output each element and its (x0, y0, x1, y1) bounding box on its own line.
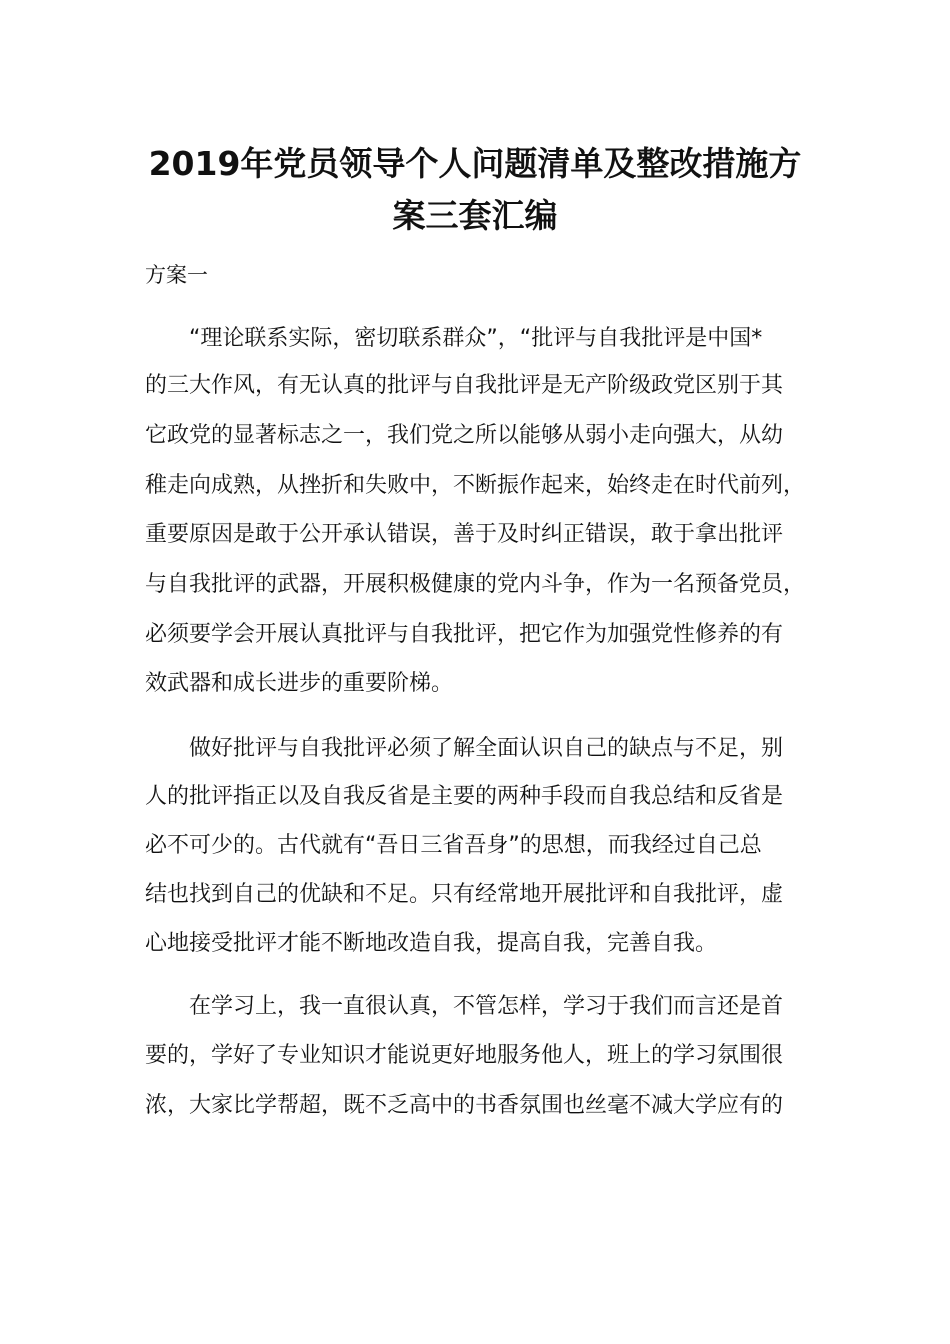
title-line: 案三套汇编 (392, 196, 558, 235)
paragraph-line: 与自我批评的武器，开展积极健康的党内斗争，作为一名预备党员， (145, 572, 806, 597)
paragraph-line: 结也找到自己的优缺和不足。只有经常地开展批评和自我批评，虚 (145, 882, 784, 907)
paragraph-line: 效武器和成长进步的重要阶梯。 (145, 671, 454, 696)
paragraph-line: 稚走向成熟，从挫折和失败中，不断振作起来，始终走在时代前列， (145, 473, 806, 498)
paragraph-line: 人的批评指正以及自我反省是主要的两种手段而自我总结和反省是 (145, 784, 784, 809)
paragraph-line: 必不可少的。古代就有“吾日三省吾身”的思想，而我经过自己总 (145, 833, 762, 858)
title-line: 2019年党员领导个人问题清单及整改措施方 (148, 144, 802, 183)
paragraph-line: 在学习上，我一直很认真，不管怎样，学习于我们而言还是首 (189, 994, 784, 1019)
paragraph-line: 心地接受批评才能不断地改造自我，提高自我，完善自我。 (145, 931, 718, 956)
paragraph-line: 它政党的显著标志之一，我们党之所以能够从弱小走向强大，从幼 (145, 423, 784, 448)
document-title (140, 138, 810, 242)
paragraph-line: “理论联系实际，密切联系群众”，“批评与自我批评是中国* (189, 326, 763, 351)
paragraph-line: 要的，学好了专业知识才能说更好地服务他人，班上的学习氛围很 (145, 1043, 784, 1068)
paragraph-line: 重要原因是敢于公开承认错误，善于及时纠正错误，敢于拿出批评 (145, 522, 784, 547)
paragraph-line: 必须要学会开展认真批评与自我批评，把它作为加强党性修养的有 (145, 622, 784, 647)
paragraph-line: 的三大作风，有无认真的批评与自我批评是无产阶级政党区别于其 (145, 373, 784, 398)
paragraph-line: 做好批评与自我批评必须了解全面认识自己的缺点与不足，别 (189, 736, 784, 761)
paragraph-line: 浓，大家比学帮超，既不乏高中的书香氛围也丝毫不减大学应有的 (145, 1093, 784, 1118)
section-heading: 方案一 (145, 263, 208, 287)
